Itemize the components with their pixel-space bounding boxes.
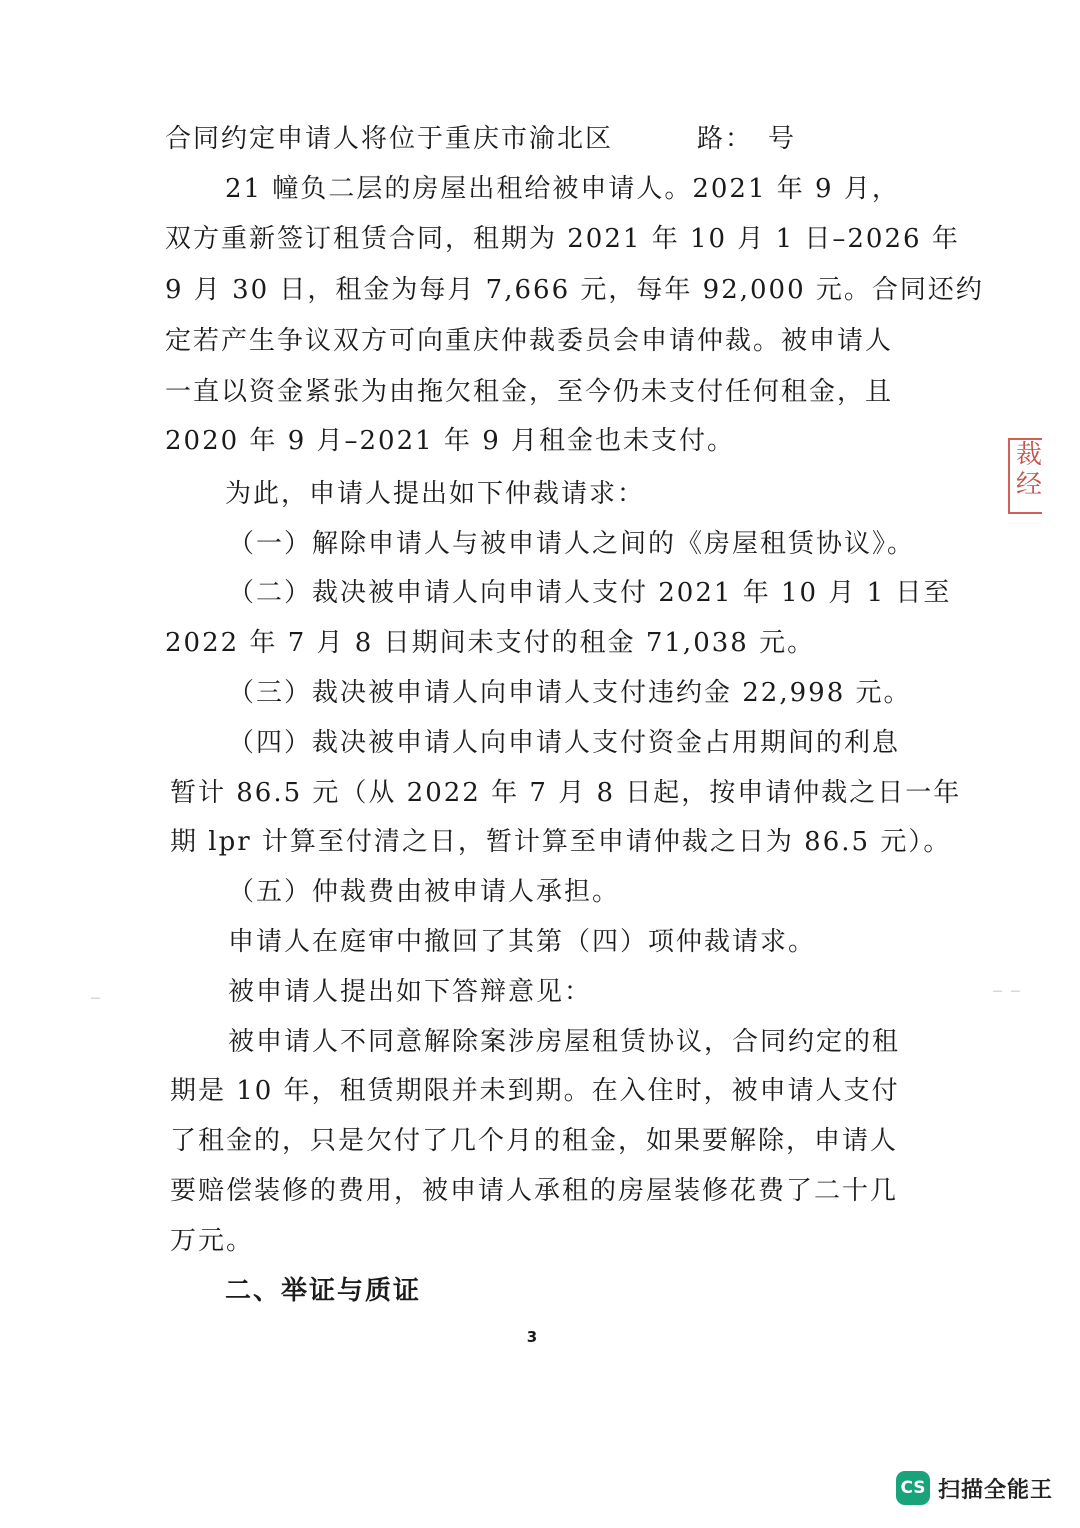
text-line-4: 9 月 30 日，租金为每月 7,666 元，每年 92,000 元。合同还约 [165,275,984,305]
claim-4-line-3: 期 lpr 计算至付清之日，暂计算至申请仲裁之日为 86.5 元）。 [170,827,952,857]
text-line-2: 21 幢负二层的房屋出租给被申请人。2021 年 9 月， [225,174,900,204]
defense-line-1: 被申请人不同意解除案涉房屋租赁协议，合同约定的租 [228,1027,901,1057]
text-line-6: 一直以资金紧张为由拖欠租金，至今仍未支付任何租金，且 [165,377,894,407]
claim-1: （一）解除申请人与被申请人之间的《房屋租赁协议》。 [228,529,916,559]
defense-line-3: 了租金的，只是欠付了几个月的租金，如果要解除，申请人 [170,1126,899,1156]
claim-4-line-1: （四）裁决被申请人向申请人支付资金占用期间的利息 [228,728,901,758]
text-line-7: 2020 年 9 月–2021 年 9 月租金也未支付。 [165,426,736,456]
seal-char-1: 裁 [1016,440,1043,470]
defense-line-5: 万元。 [170,1226,255,1256]
text-line-3: 双方重新签订租赁合同，租期为 2021 年 10 月 1 日–2026 年 [165,224,960,254]
claim-2-line-2: 2022 年 7 月 8 日期间未支付的租金 71,038 元。 [165,628,816,658]
claims-intro: 为此，申请人提出如下仲裁请求： [225,479,646,509]
seal-stamp [1008,438,1042,514]
section-heading: 二、举证与质证 [225,1276,422,1306]
defense-intro: 被申请人提出如下答辩意见： [228,977,593,1007]
page-number: 3 [526,1328,538,1346]
defense-line-4: 要赔偿装修的费用，被申请人承租的房屋装修花费了二十几 [170,1176,899,1206]
scan-mark-right: – – [992,978,1021,1003]
text-line-5: 定若产生争议双方可向重庆仲裁委员会申请仲裁。被申请人 [165,326,894,356]
seal-char-2: 经 [1016,470,1043,500]
defense-line-2: 期是 10 年，租赁期限并未到期。在入住时，被申请人支付 [170,1076,900,1106]
text-line-1: 合同约定申请人将位于重庆市渝北区 路： 号 [165,124,797,154]
claim-3: （三）裁决被申请人向申请人支付违约金 22,998 元。 [228,678,912,708]
claim-2-line-1: （二）裁决被申请人向申请人支付 2021 年 10 月 1 日至 [228,578,952,608]
camscanner-logo-icon: CS [896,1471,930,1505]
claim-4-line-2: 暂计 86.5 元（从 2022 年 7 月 8 日起，按申请仲裁之日一年 [170,778,962,808]
scanner-watermark [896,1468,1053,1508]
claim-5: （五）仲裁费由被申请人承担。 [228,877,621,907]
scan-mark-left: – [90,985,101,1010]
withdrawal-statement: 申请人在庭审中撤回了其第（四）项仲裁请求。 [228,927,817,957]
watermark-text: 扫描全能王 [938,1477,1054,1503]
